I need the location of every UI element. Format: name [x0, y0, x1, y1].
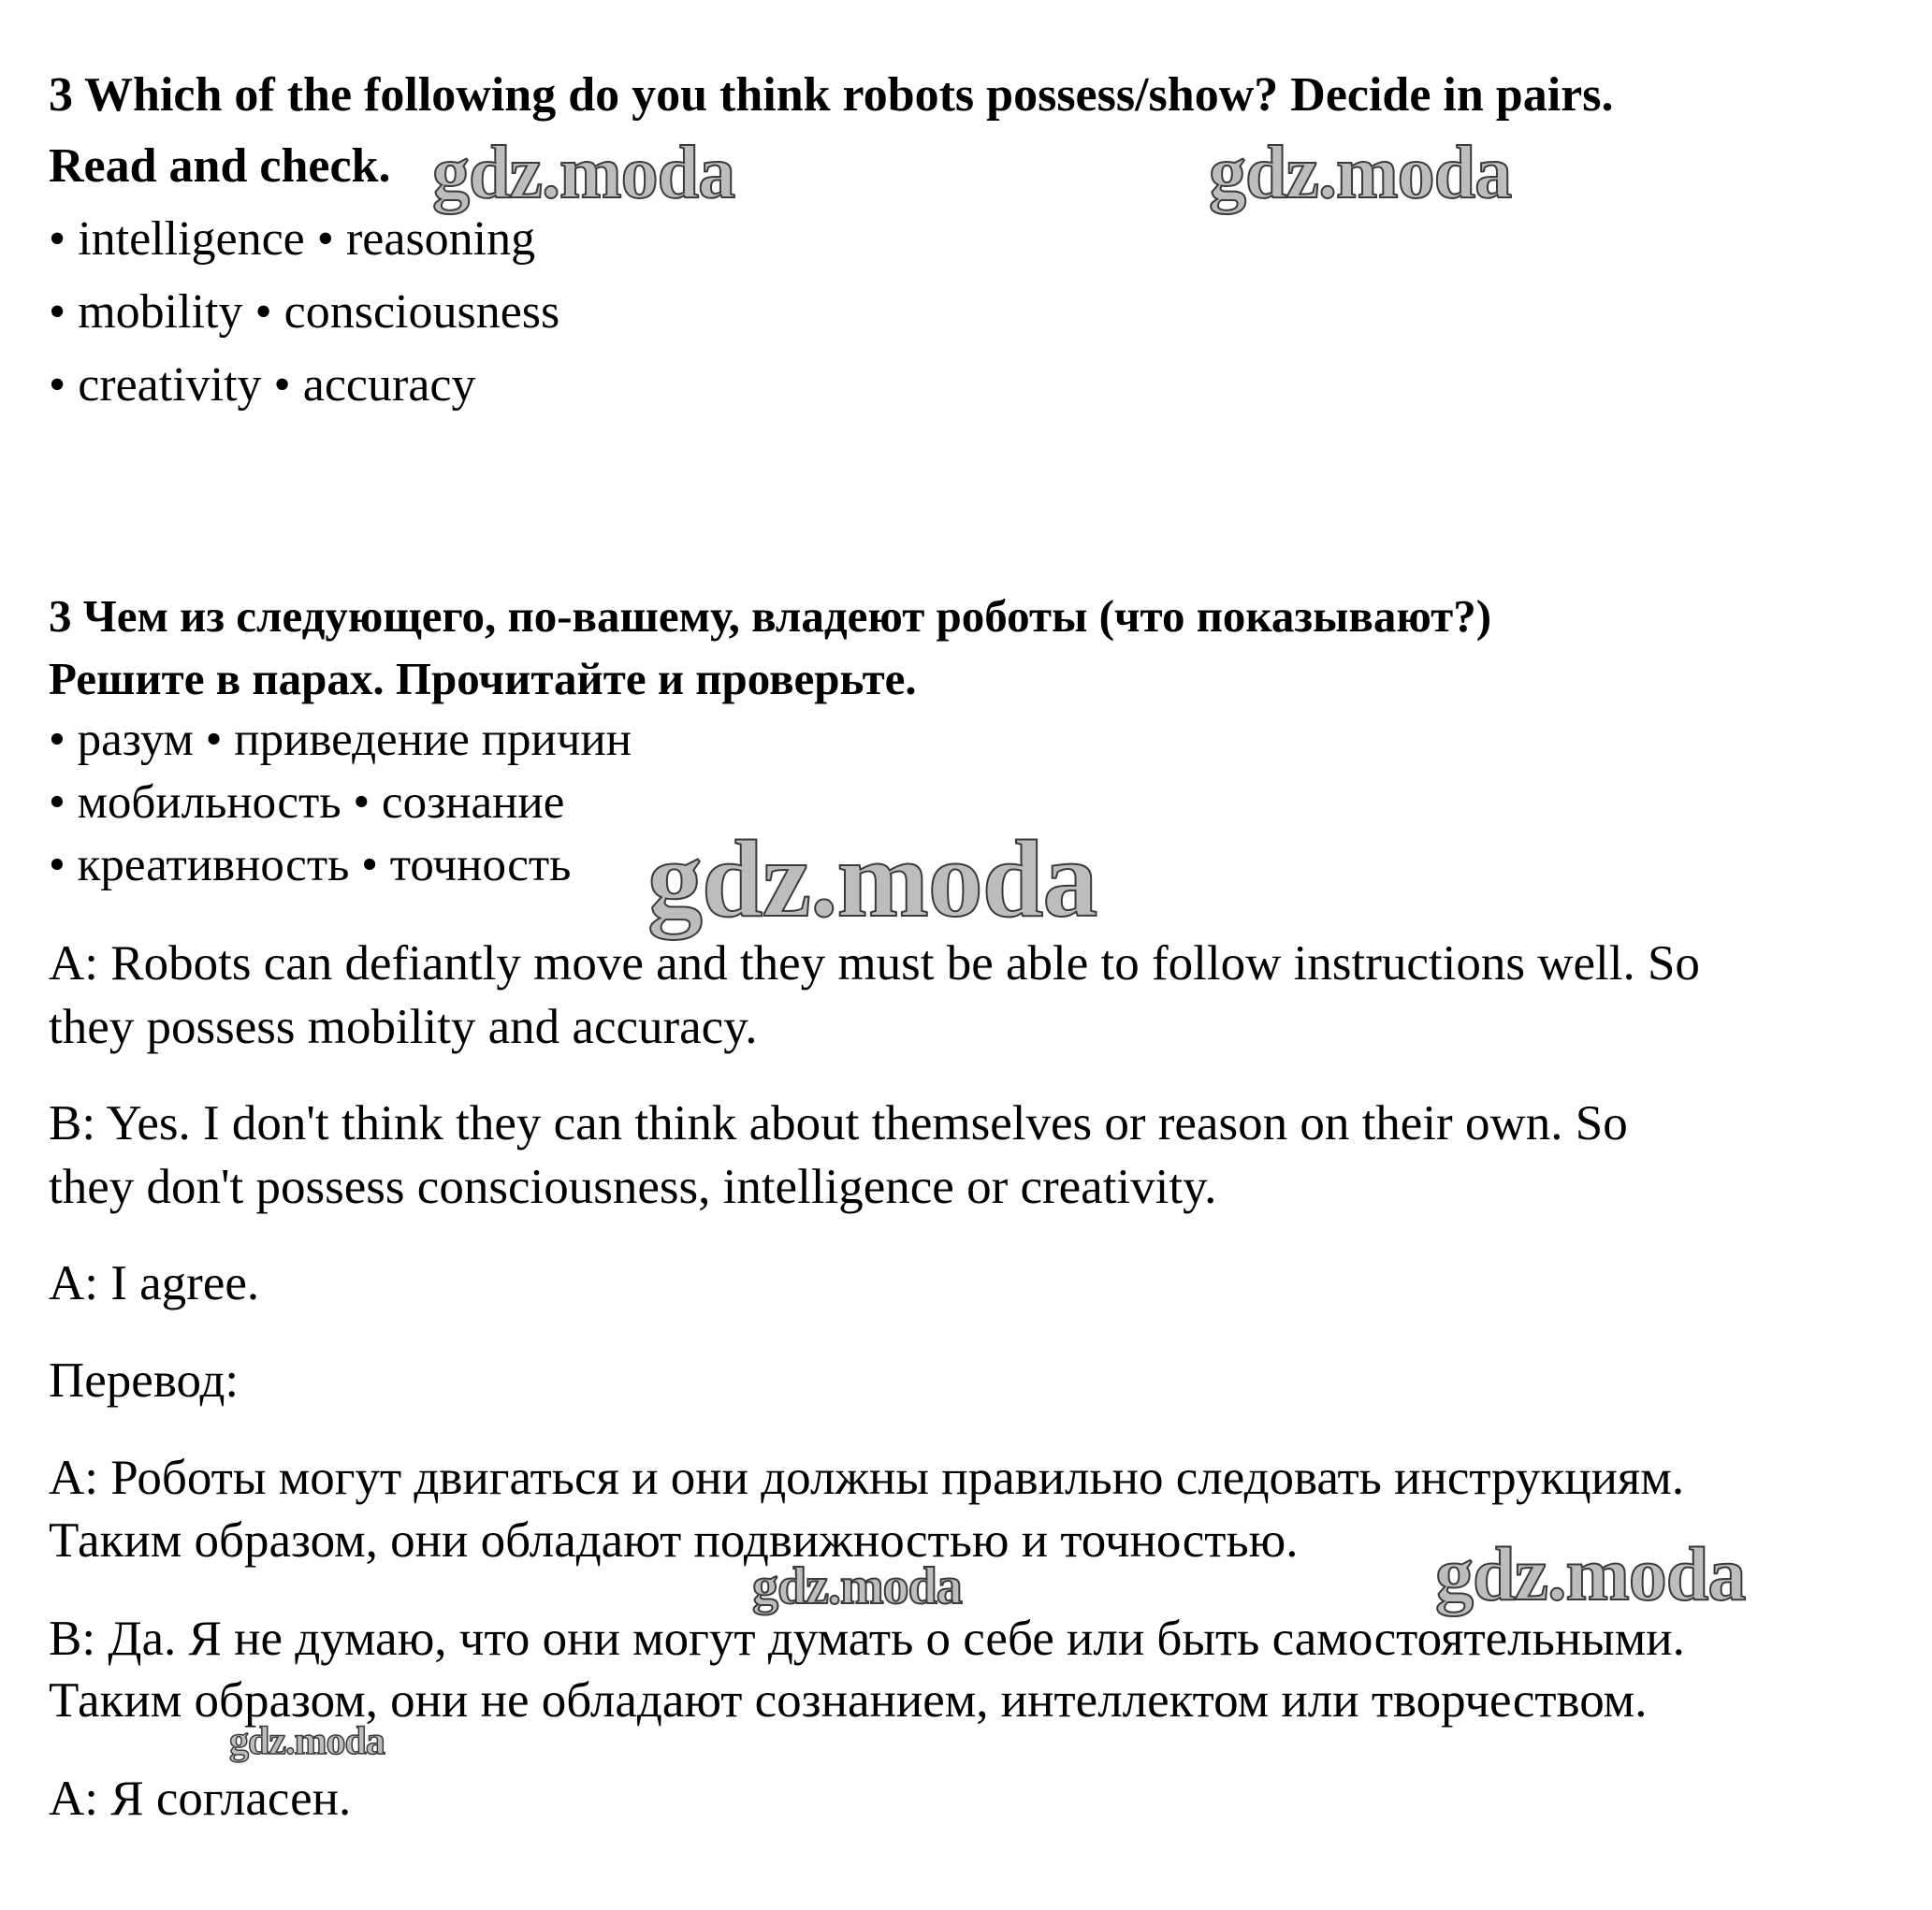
dialogue-b1-line2: they don't possess consciousness, intelligence or creativity. — [49, 1160, 1217, 1214]
dialogue-a1-line1: A: Robots can defiantly move and they must be able to follow instructions well. So — [49, 936, 1700, 991]
dialogue-b1-line1: B: Yes. I don't think they can think about themselves or reason on their own. So — [49, 1096, 1628, 1150]
watermark-logo: gdz.moda — [229, 1720, 385, 1763]
list-item: • intelligence • reasoning — [49, 212, 536, 266]
watermark-logo: gdz.moda — [1209, 132, 1512, 214]
task-heading-ru-line2: Решите в парах. Прочитайте и проверьте. — [49, 653, 917, 704]
translation-a1-line1: A: Роботы могут двигаться и они должны правильно следовать инструкциям. — [49, 1451, 1685, 1505]
watermark-logo: gdz.moda — [432, 132, 735, 214]
list-item: • мобильность • сознание — [49, 776, 565, 829]
list-item: • креативность • точность — [49, 839, 572, 891]
translation-b1-line1: B: Да. Я не думаю, что они могут думать о себе или быть самостоятельными. — [49, 1612, 1685, 1666]
list-item: • creativity • accuracy — [49, 358, 476, 412]
task-heading-en-line1: 3 Which of the following do you think robots possess/show? Decide in pairs. — [49, 68, 1614, 122]
task-heading-ru-line1: 3 Чем из следующего, по-вашему, владеют роботы (что показывают?) — [49, 590, 1492, 642]
watermark-logo: gdz.moda — [1435, 1531, 1746, 1616]
translation-b1-line2: Таким образом, они не обладают сознанием, интеллектом или творчеством. — [49, 1673, 1648, 1728]
watermark-logo: gdz.moda — [752, 1557, 962, 1615]
dialogue-a1-line2: they possess mobility and accuracy. — [49, 1000, 758, 1054]
watermark-logo: gdz.moda — [647, 818, 1097, 940]
list-item: • mobility • consciousness — [49, 285, 560, 339]
translation-a1-line2: Таким образом, они обладают подвижностью и точностью. — [49, 1513, 1299, 1568]
list-item: • разум • приведение причин — [49, 714, 632, 766]
translation-label: Перевод: — [49, 1353, 240, 1408]
translation-a2: A: Я согласен. — [49, 1772, 352, 1826]
task-heading-en-line2: Read and check. — [49, 139, 391, 193]
dialogue-a2: A: I agree. — [49, 1256, 260, 1310]
